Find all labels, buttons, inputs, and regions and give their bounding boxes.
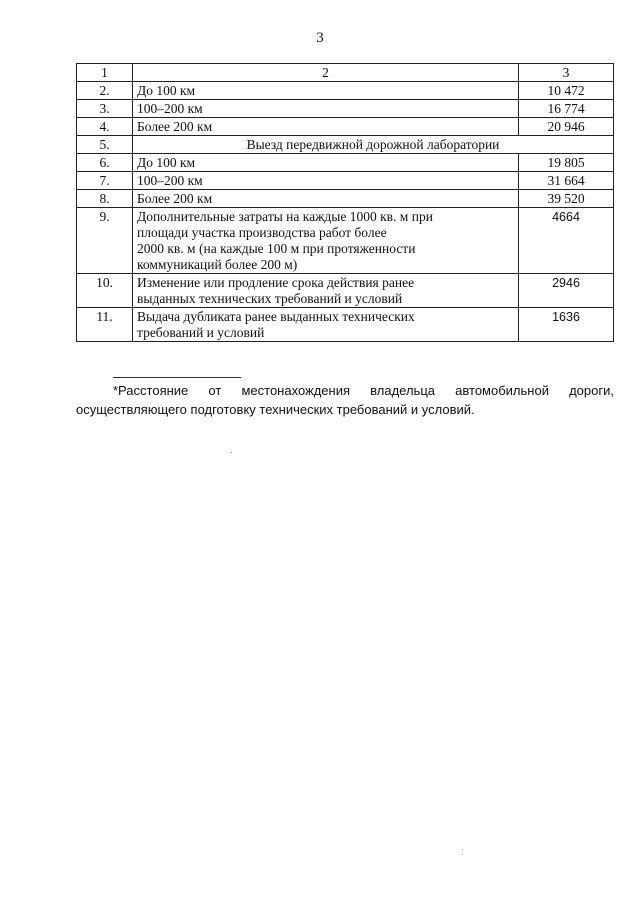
row-description-line: требований и условий bbox=[137, 325, 265, 340]
table-row bbox=[77, 154, 614, 172]
row-description-line: Дополнительные затраты на каждые 1000 кв. м при bbox=[137, 209, 433, 224]
row-value: 2946 bbox=[519, 274, 614, 308]
row-description-line: площади участка производства работ более bbox=[137, 225, 387, 240]
footnote: *Расстояние от местонахождения владельца автомобильной дороги, осуществляющего подготовку технических требований и условий. bbox=[76, 383, 614, 417]
row-description-line: выданных технических требований и условий bbox=[137, 291, 403, 306]
table-row bbox=[77, 82, 614, 100]
row-description-line: Изменение или продление срока действия ранее bbox=[137, 275, 415, 290]
row-number: 8. bbox=[77, 190, 133, 208]
row-value: 1636 bbox=[519, 308, 614, 342]
row-number: 5. bbox=[77, 136, 133, 154]
row-description bbox=[133, 208, 519, 274]
header-col-2: 2 bbox=[133, 64, 519, 82]
row-value: 4664 bbox=[519, 208, 614, 274]
table-row bbox=[77, 274, 614, 308]
page-number: 3 bbox=[316, 30, 324, 46]
table-row bbox=[77, 208, 614, 274]
row-description: 100–200 км bbox=[133, 172, 519, 190]
table-row bbox=[77, 100, 614, 118]
table-row bbox=[77, 118, 614, 136]
table-row bbox=[77, 172, 614, 190]
row-number: 4. bbox=[77, 118, 133, 136]
section-heading: Выезд передвижной дорожной лаборатории bbox=[133, 136, 614, 154]
row-number: 3. bbox=[77, 100, 133, 118]
fee-table bbox=[76, 63, 614, 342]
row-number: 7. bbox=[77, 172, 133, 190]
row-value: 31 664 bbox=[519, 172, 614, 190]
row-description: 100–200 км bbox=[133, 100, 519, 118]
table-section-row bbox=[77, 136, 614, 154]
row-description-line: Выдача дубликата ранее выданных технических bbox=[137, 309, 415, 324]
row-value: 10 472 bbox=[519, 82, 614, 100]
header-col-3: 3 bbox=[519, 64, 614, 82]
footnote-divider bbox=[113, 377, 241, 378]
row-description: До 100 км bbox=[133, 154, 519, 172]
row-number: 9. bbox=[77, 208, 133, 274]
header-col-1: 1 bbox=[77, 64, 133, 82]
row-value: 39 520 bbox=[519, 190, 614, 208]
row-number: 11. bbox=[77, 308, 133, 342]
row-number: 6. bbox=[77, 154, 133, 172]
row-description: До 100 км bbox=[133, 82, 519, 100]
row-description-line: коммуникаций более 200 м) bbox=[137, 257, 298, 272]
table-header-row bbox=[77, 64, 614, 82]
scan-speck bbox=[462, 849, 463, 850]
row-description: Более 200 км bbox=[133, 190, 519, 208]
row-number: 10. bbox=[77, 274, 133, 308]
row-value: 19 805 bbox=[519, 154, 614, 172]
row-description bbox=[133, 308, 519, 342]
row-number: 2. bbox=[77, 82, 133, 100]
row-value: 16 774 bbox=[519, 100, 614, 118]
row-value: 20 946 bbox=[519, 118, 614, 136]
row-description-line: 2000 кв. м (на каждые 100 м при протяженности bbox=[137, 241, 416, 256]
table-row bbox=[77, 308, 614, 342]
row-description: Более 200 км bbox=[133, 118, 519, 136]
row-description bbox=[133, 274, 519, 308]
table-row bbox=[77, 190, 614, 208]
scan-speck bbox=[231, 452, 232, 453]
